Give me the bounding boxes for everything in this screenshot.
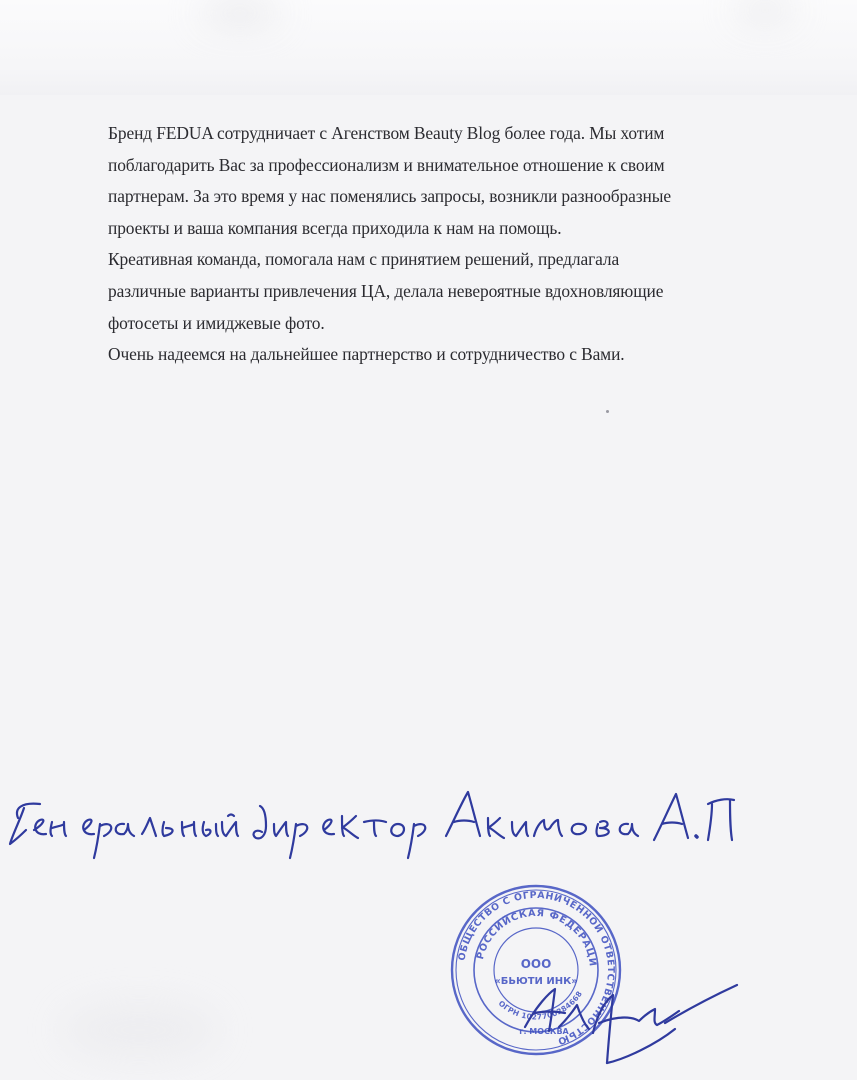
signature-svg xyxy=(515,965,755,1075)
letter-line: поблагодарить Вас за профессионализм и внимательное отношение к своим xyxy=(108,154,665,175)
paper-smudge xyxy=(200,2,280,24)
director-signature xyxy=(515,965,755,1075)
letter-line: Бренд FEDUA сотрудничает с Агенством Beauty Blog более года. Мы хотим xyxy=(108,123,665,143)
paper-edge xyxy=(0,0,857,95)
stamp-center-top: ООО xyxy=(520,957,552,971)
letter-body xyxy=(108,118,848,371)
handwritten-signature-line xyxy=(0,778,760,873)
letter-line: Креативная команда, помогала нам с принятием решений, предлагала xyxy=(108,249,620,270)
paper-smudge xyxy=(735,0,795,20)
letter-line: проекты и ваша компания всегда приходила к нам на помощь. xyxy=(108,217,562,238)
paper-smudge xyxy=(60,1000,220,1060)
stamp-inner-text: РОССИЙСКАЯ ФЕДЕРАЦИ xyxy=(475,907,599,968)
handwriting-svg xyxy=(0,778,760,873)
letter-line: фотосеты и имиджевые фото. xyxy=(108,312,325,333)
letter-line: различные варианты привлечения ЦА, делала невероятные вдохновляющие xyxy=(108,280,664,301)
letter-line: Очень надеемся на дальнейшее партнерство и сотрудничество с Вами. xyxy=(108,344,625,365)
paper-speck xyxy=(606,410,609,413)
stamp-ogrn: ОГРН 1027700284668 xyxy=(496,989,585,1022)
stamp-city: г. МОСКВА xyxy=(519,1027,569,1036)
stamp-center-name: «БЬЮТИ ИНК» xyxy=(494,976,578,987)
stamp-outer-text: ОБЩЕСТВО С ОГРАНИЧЕННОЙ ОТВЕТСТВЕННОСТЬЮ xyxy=(456,889,617,1047)
letter-line: партнерам. За это время у нас поменялись запросы, возникли разнообразные xyxy=(108,186,671,207)
